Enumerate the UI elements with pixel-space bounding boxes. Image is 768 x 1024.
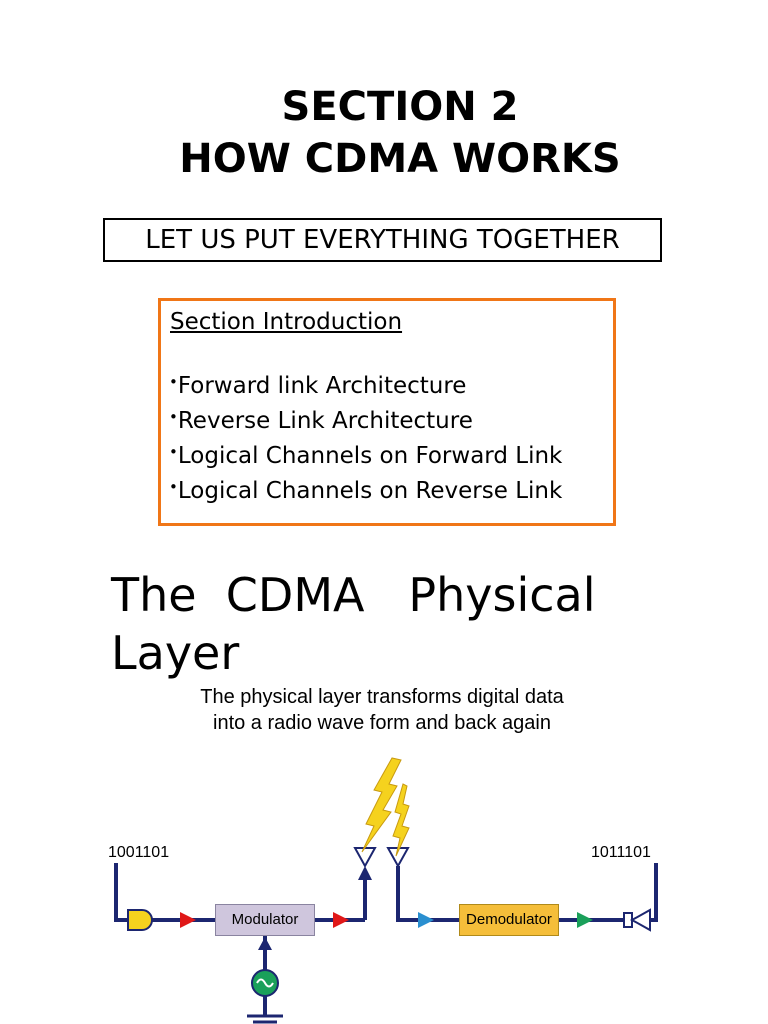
- and-gate-icon: [128, 910, 152, 930]
- antenna-icon: [355, 848, 375, 866]
- summary-banner: LET US PUT EVERYTHING TOGETHER: [103, 218, 662, 262]
- diagram-caption-line2: into a radio wave form and back again: [213, 712, 551, 734]
- arrow-right-icon: [333, 912, 349, 928]
- intro-item: • Logical Channels on Reverse Link: [169, 472, 562, 507]
- input-bits-label: 1001101: [108, 844, 170, 861]
- arrow-right-icon: [577, 912, 593, 928]
- physical-layer-diagram: [104, 680, 660, 1024]
- intro-list: [169, 367, 562, 507]
- arrow-right-icon: [180, 912, 196, 928]
- modulator-block: Modulator: [215, 904, 315, 936]
- intro-item: • Forward link Architecture: [169, 367, 562, 402]
- section-title: SECTION 2: [281, 84, 519, 130]
- rx-antenna-mast: [398, 866, 459, 920]
- arrow-up-icon: [358, 866, 372, 880]
- lightning-icon: [362, 758, 401, 852]
- diagram-caption-line1: The physical layer transforms digital data: [200, 686, 564, 708]
- physical-layer-heading: The CDMA Physical Layer: [111, 568, 611, 680]
- intro-heading: Section Introduction: [170, 309, 403, 335]
- section-introduction-box: [158, 298, 616, 526]
- speaker-cone-icon: [632, 910, 650, 930]
- lightning-icon: [393, 784, 409, 856]
- intro-item: • Logical Channels on Forward Link: [169, 437, 562, 472]
- output-bits-label: 1011101: [591, 844, 651, 861]
- arrow-right-icon: [418, 912, 434, 928]
- section-subtitle: HOW CDMA WORKS: [179, 136, 621, 182]
- input-wire: [116, 863, 128, 920]
- arrow-up-icon: [258, 937, 272, 950]
- intro-item: • Reverse Link Architecture: [169, 402, 562, 437]
- demodulator-block: Demodulator: [459, 904, 559, 936]
